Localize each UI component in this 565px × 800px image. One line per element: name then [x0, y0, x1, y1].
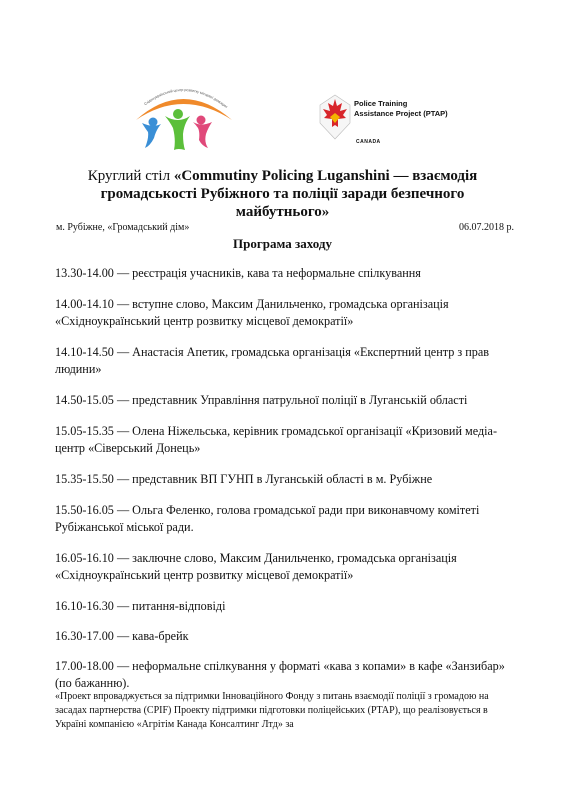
event-title [60, 167, 505, 221]
agenda-item: 15.50-16.05 — Ольга Феленко, голова громадської ради при виконавчому комітеті Рубіжанської міської ради. [55, 503, 480, 534]
agenda-item: 14.00-14.10 — вступне слово, Максим Данильченко, громадська організація «Східноукраїнський центр розвитку місцевої демократії» [55, 297, 449, 328]
svg-text:Східноукраїнський центр розвит [128, 78, 229, 109]
event-date: 06.07.2018 р. [459, 222, 514, 233]
ptap-line2: Assistance Project (PTAP) [354, 109, 448, 118]
agenda-item: 15.35-15.50 — представник ВП ГУНП в Луганській області в м. Рубіжне [55, 472, 433, 486]
agenda-list [55, 265, 515, 706]
event-location: м. Рубіжне, «Громадський дім» [56, 222, 190, 233]
agenda-item: 16.10-16.30 — питання-відповіді [55, 599, 226, 613]
community-development-center-logo [128, 78, 238, 153]
program-heading: Програма заходу [233, 236, 332, 251]
ptap-name [354, 99, 448, 119]
ptap-logo [318, 93, 478, 148]
maple-leaf-icon [318, 93, 352, 141]
agenda-item: 14.10-14.50 — Анастасія Апетик, громадська організація «Експертний центр з прав людини» [55, 345, 489, 376]
agenda-item: 15.05-15.35 — Олена Ніжельська, керівник громадської організації «Кризовий медіа-центр «Сіверський Донець» [55, 424, 498, 455]
logo-arc-text: Східноукраїнський центр розвитку місцевої демократ [143, 87, 229, 110]
agenda-item: 17.00-18.00 — неформальне спілкування у форматі «кава з копами» в кафе «Занзибар» (по бажанню). [55, 659, 505, 690]
ptap-line1: Police Training [354, 99, 408, 108]
footnote: «Проект впроваджується за підтримки Інноваційного Фонду з питань взаємодії поліції з громадою на засадах партнерства (CPIF) Проекту підтримки підготовки поліцейських (PTAP), що реалізовується в Україні компанією «Агрітім Канада Консалтинг Лтд» за [55, 691, 489, 730]
agenda-item: 16.05-16.10 — заключне слово, Максим Данильченко, громадська організація «Східноукраїнський центр розвитку місцевої демократії» [55, 551, 457, 582]
agenda-item: 13.30-14.00 — реєстрація учасників, кава та неформальне спілкування [55, 266, 421, 280]
title-bold: «Commutiny Policing Luganshini — взаємодія громадськості Рубіжного та поліції заради безпечного майбутнього» [100, 168, 478, 220]
header-logos [0, 0, 565, 160]
title-plain: Круглий стіл [87, 168, 174, 184]
agenda-item: 14.50-15.05 — представник Управління патрульної поліції в Луганській області [55, 393, 468, 407]
ptap-country: CANADA [356, 139, 381, 145]
agenda-item: 16.30-17.00 — кава-брейк [55, 629, 189, 643]
